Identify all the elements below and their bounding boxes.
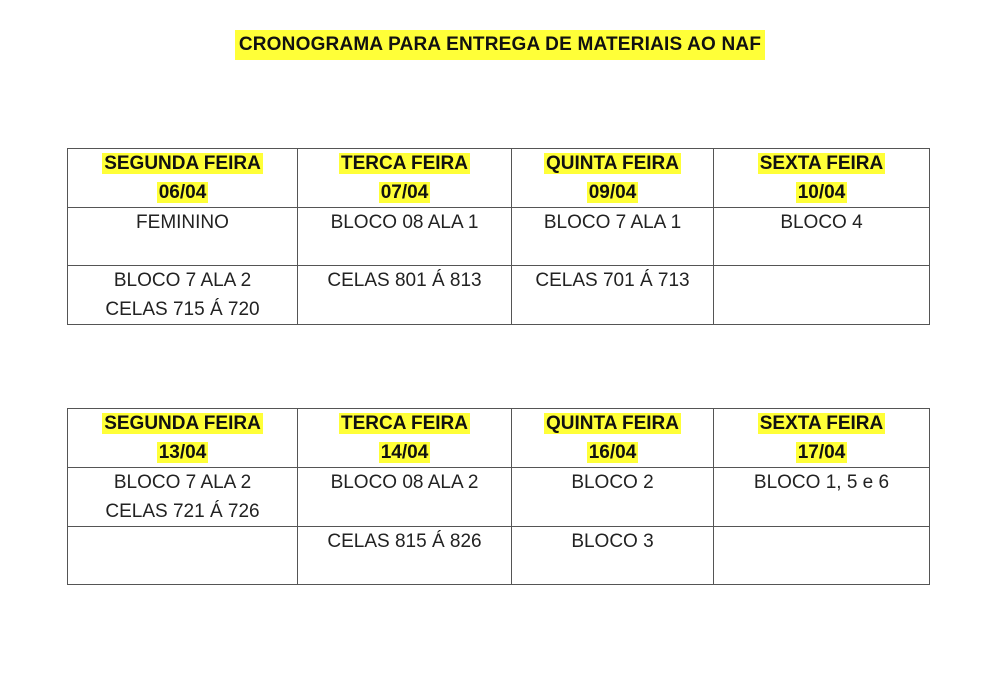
schedule-table-week-2 xyxy=(67,408,930,585)
cell-text: BLOCO 3 xyxy=(571,531,654,552)
header-day: QUINTA FEIRA xyxy=(546,413,679,434)
cell-text: BLOCO 1, 5 e 6 xyxy=(753,472,890,493)
title-container xyxy=(0,30,1000,60)
cell-text: CELAS 801 Á 813 xyxy=(327,270,482,291)
table-cell xyxy=(68,208,298,266)
header-day: SEXTA FEIRA xyxy=(759,153,884,174)
header-day: SEGUNDA FEIRA xyxy=(104,413,261,434)
table-cell xyxy=(68,468,298,527)
header-date: 13/04 xyxy=(158,442,207,463)
table-cell xyxy=(298,266,512,325)
header-date: 07/04 xyxy=(380,182,429,203)
table-cell xyxy=(512,266,714,325)
header-date: 14/04 xyxy=(380,442,429,463)
header-date: 10/04 xyxy=(797,182,846,203)
cell-text: BLOCO 4 xyxy=(780,212,863,233)
document-title: CRONOGRAMA PARA ENTREGA DE MATERIAIS AO NAF xyxy=(235,30,765,60)
header-day: SEXTA FEIRA xyxy=(759,413,884,434)
cell-text: FEMININO xyxy=(136,212,229,233)
cell-text: BLOCO 08 ALA 1 xyxy=(330,212,479,233)
table-cell xyxy=(298,208,512,266)
table-cell xyxy=(298,527,512,585)
table-cell xyxy=(714,266,930,325)
header-date: 09/04 xyxy=(588,182,637,203)
table-cell xyxy=(512,208,714,266)
header-cell xyxy=(512,149,714,208)
table-cell xyxy=(68,266,298,325)
header-cell xyxy=(68,149,298,208)
header-date: 16/04 xyxy=(588,442,637,463)
header-cell xyxy=(714,409,930,468)
table-cell xyxy=(714,208,930,266)
header-day: TERCA FEIRA xyxy=(340,413,469,434)
cell-text: BLOCO 7 ALA 1 xyxy=(543,212,682,233)
cell-text: BLOCO 7 ALA 2 xyxy=(113,472,252,493)
table-row xyxy=(68,527,930,585)
table-row xyxy=(68,208,930,266)
table-row xyxy=(68,468,930,527)
table-cell xyxy=(512,527,714,585)
header-cell xyxy=(298,409,512,468)
cell-text: CELAS 815 Á 826 xyxy=(327,531,482,552)
cell-text: CELAS 715 Á 720 xyxy=(105,299,260,320)
header-day: SEGUNDA FEIRA xyxy=(104,153,261,174)
header-cell xyxy=(298,149,512,208)
table-row xyxy=(68,266,930,325)
cell-text: CELAS 701 Á 713 xyxy=(535,270,690,291)
header-cell xyxy=(512,409,714,468)
table-cell xyxy=(714,527,930,585)
header-cell xyxy=(68,409,298,468)
header-day: TERCA FEIRA xyxy=(340,153,469,174)
table-cell xyxy=(714,468,930,527)
schedule-table-week-1 xyxy=(67,148,930,325)
cell-text: CELAS 721 Á 726 xyxy=(105,501,260,522)
header-cell xyxy=(714,149,930,208)
table-cell xyxy=(298,468,512,527)
cell-text: BLOCO 08 ALA 2 xyxy=(330,472,479,493)
cell-text: BLOCO 2 xyxy=(571,472,654,493)
header-date: 06/04 xyxy=(158,182,207,203)
header-day: QUINTA FEIRA xyxy=(546,153,679,174)
table-header-row xyxy=(68,149,930,208)
table-cell xyxy=(68,527,298,585)
table-cell xyxy=(512,468,714,527)
header-date: 17/04 xyxy=(797,442,846,463)
cell-text: BLOCO 7 ALA 2 xyxy=(113,270,252,291)
table-header-row xyxy=(68,409,930,468)
